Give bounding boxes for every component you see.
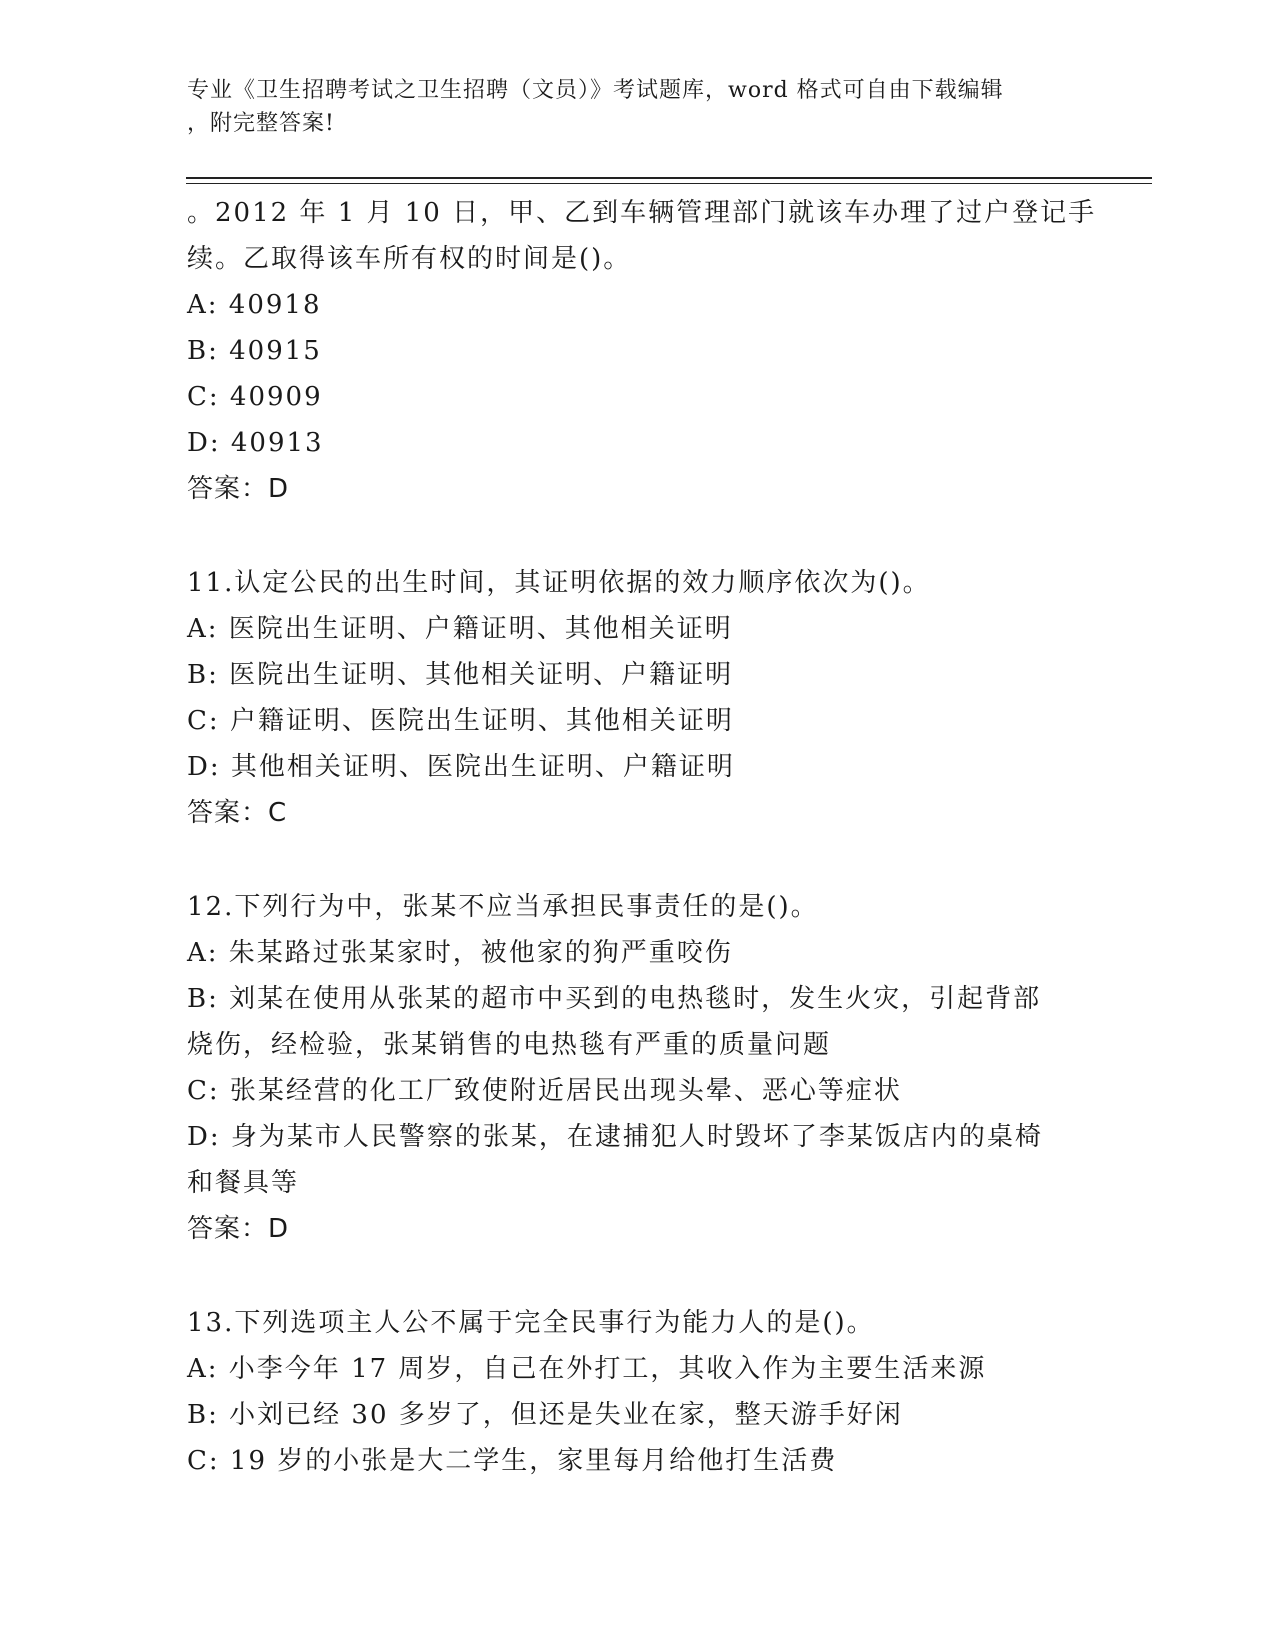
question-stem: 11.认定公民的出生时间，其证明依据的效力顺序依次为()。 bbox=[187, 568, 931, 598]
option-a: A: 医院出生证明、户籍证明、其他相关证明 bbox=[187, 614, 733, 644]
option-b-continued: 烧伤，经检验，张某销售的电热毯有严重的质量问题 bbox=[187, 1030, 832, 1060]
answer-line: 答案：D bbox=[187, 474, 290, 504]
answer-line: 答案：D bbox=[187, 1214, 290, 1244]
option-b: B: 40915 bbox=[187, 336, 322, 366]
option-b: B: 小刘已经 30 多岁了，但还是失业在家，整天游手好闲 bbox=[187, 1400, 903, 1430]
option-a: A: 小李今年 17 周岁，自己在外打工，其收入作为主要生活来源 bbox=[187, 1354, 987, 1384]
option-c: C: 户籍证明、医院出生证明、其他相关证明 bbox=[187, 706, 734, 736]
option-d: D: 身为某市人民警察的张某，在逮捕犯人时毁坏了李某饭店内的桌椅 bbox=[187, 1122, 1043, 1152]
question-stem: 13.下列选项主人公不属于完全民事行为能力人的是()。 bbox=[187, 1308, 875, 1338]
document-header bbox=[187, 74, 1087, 140]
question-spacer bbox=[187, 512, 1087, 560]
question-list bbox=[187, 190, 1097, 1484]
header-divider-thick bbox=[186, 177, 1152, 179]
question-stem: 12.下列行为中，张某不应当承担民事责任的是()。 bbox=[187, 892, 819, 922]
option-d-continued: 和餐具等 bbox=[187, 1168, 300, 1198]
question-12 bbox=[187, 884, 1087, 1252]
header-title-line-1: 专业《卫生招聘考试之卫生招聘（文员）》考试题库，word 格式可自由下载编辑 bbox=[187, 78, 1004, 103]
option-a: A: 朱某路过张某家时，被他家的狗严重咬伤 bbox=[187, 938, 733, 968]
option-b: B: 医院出生证明、其他相关证明、户籍证明 bbox=[187, 660, 734, 690]
option-d: D: 其他相关证明、医院出生证明、户籍证明 bbox=[187, 752, 735, 782]
question-stem-line: 续。乙取得该车所有权的时间是()。 bbox=[187, 244, 632, 274]
question-11 bbox=[187, 560, 1087, 836]
question-stem-line: 。2012 年 1 月 10 日，甲、乙到车辆管理部门就该车办理了过户登记手 bbox=[187, 198, 1097, 228]
option-a: A: 40918 bbox=[187, 290, 322, 320]
question-10 bbox=[187, 190, 1097, 512]
question-spacer bbox=[187, 1252, 1087, 1300]
option-b: B: 刘某在使用从张某的超市中买到的电热毯时，发生火灾，引起背部 bbox=[187, 984, 1042, 1014]
header-title-line-2: ，附完整答案! bbox=[187, 111, 335, 136]
answer-line: 答案：C bbox=[187, 798, 288, 828]
question-spacer bbox=[187, 836, 1087, 884]
option-c: C: 张某经营的化工厂致使附近居民出现头晕、恶心等症状 bbox=[187, 1076, 902, 1106]
option-c: C: 19 岁的小张是大二学生，家里每月给他打生活费 bbox=[187, 1446, 838, 1476]
option-c: C: 40909 bbox=[187, 382, 323, 412]
header-divider-thin bbox=[186, 183, 1152, 184]
option-d: D: 40913 bbox=[187, 428, 324, 458]
question-13 bbox=[187, 1300, 1087, 1484]
